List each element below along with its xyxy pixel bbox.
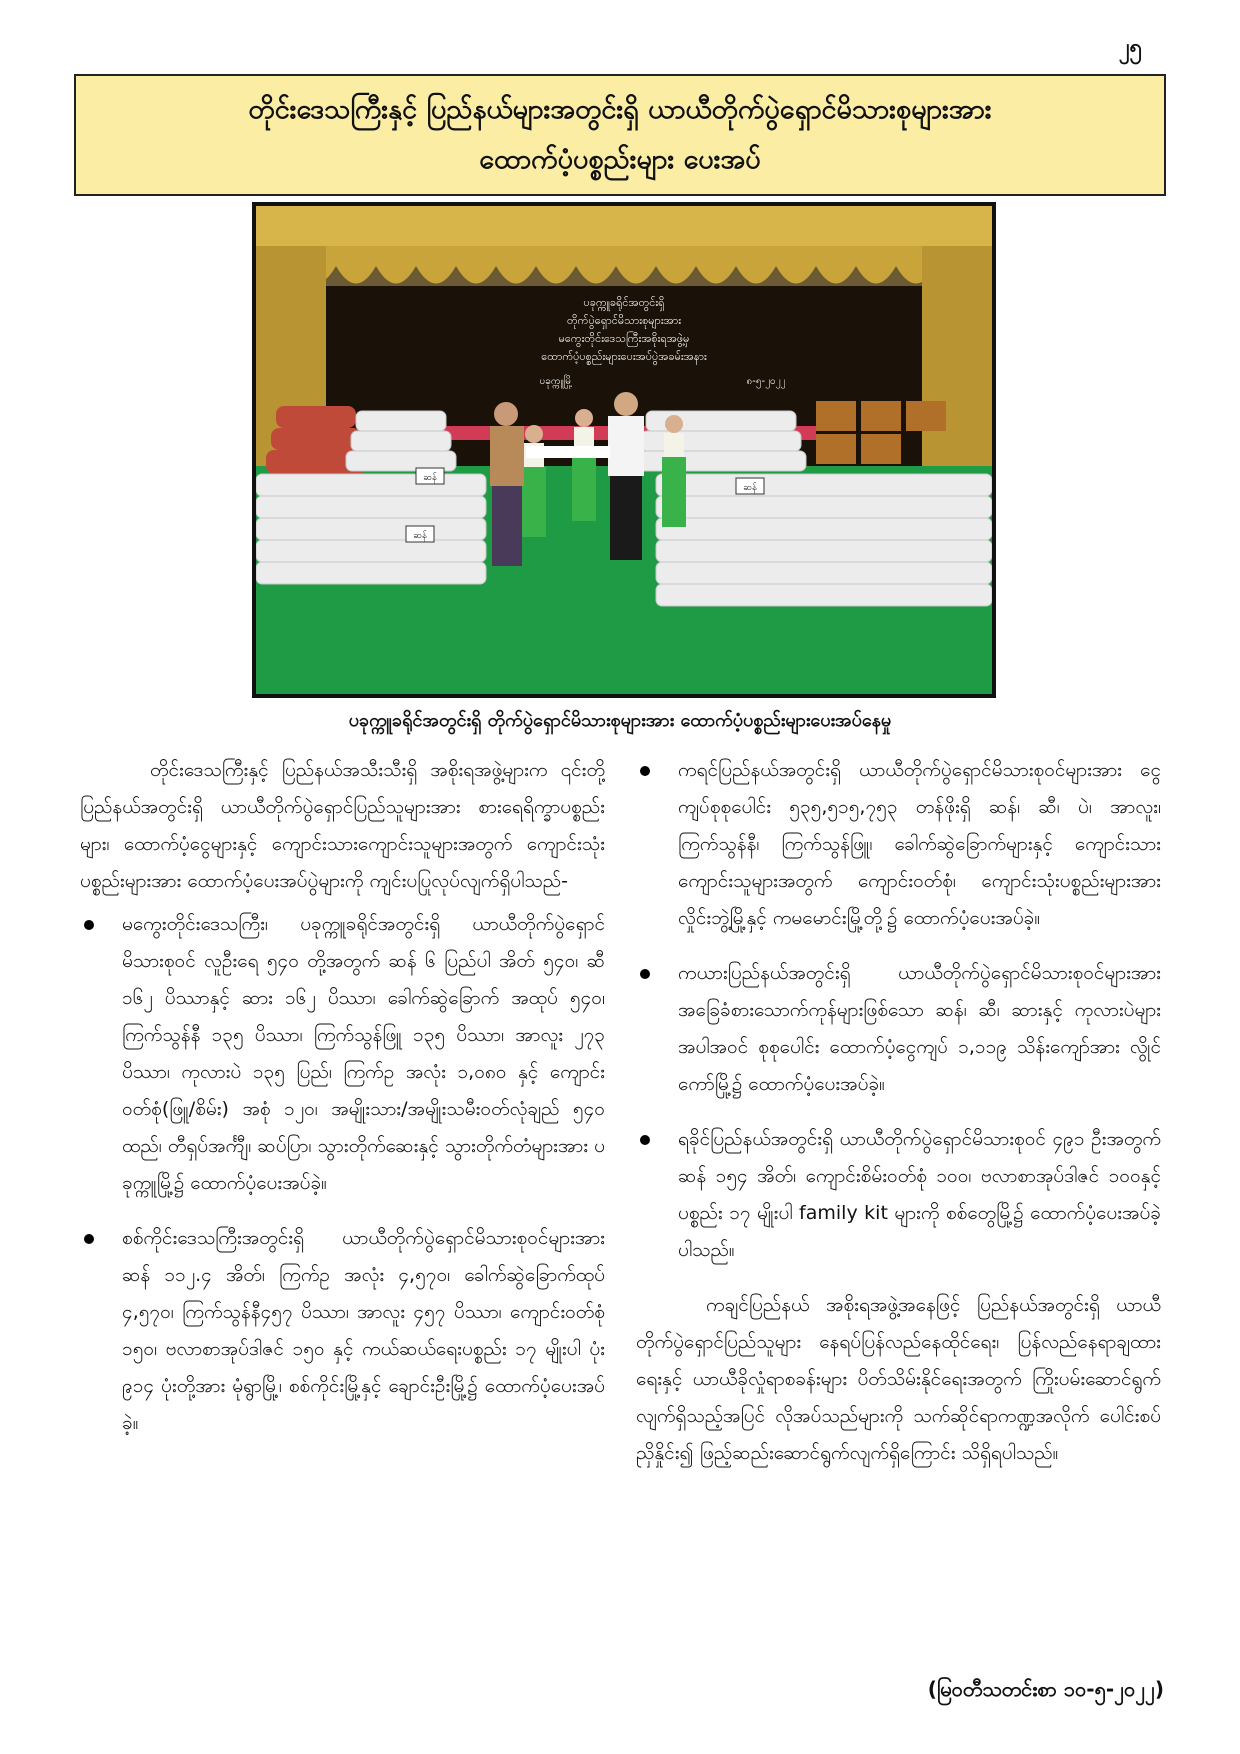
bag-label-2: ဆန်: [743, 483, 757, 493]
news-photo: [252, 202, 996, 698]
headline-box: [74, 74, 1166, 196]
bullet-text: ကရင်ပြည်နယ်အတွင်းရှိ ယာယီတိုက်ပွဲရှောင်မိသားစုဝင်များအား ငွေကျပ်စုစုပေါင်း ၅၃၅,၅၁၅,၇၅၃ တန်ဖိုးရှိ ဆန်၊ ဆီ၊ ပဲ၊ အာလူး၊ ကြက်သွန်နီ၊ ကြက်သွန်ဖြူ၊ ခေါက်ဆွဲခြောက်များနှင့် ကျောင်းသားကျောင်းသူများအတွက် ကျောင်းဝတ်စုံ၊ ကျောင်းသုံးပစ္စည်းများအား လှိုင်းဘွဲ့မြို့နှင့် ကမမောင်းမြို့တို့၌ ထောက်ပံ့ပေးအပ်ခဲ့။: [678, 759, 1161, 929]
bullet-text: ကယားပြည်နယ်အတွင်းရှိ ယာယီတိုက်ပွဲရှောင်မိသားစုဝင်များအား အခြေခံစားသောက်ကုန်များဖြစ်သော ဆန်၊ ဆီ၊ ဆားနှင့် ကုလားပဲများအပါအဝင် စုစုပေါင်း ထောက်ပံ့ငွေကျပ် ၁,၁၁၉ သိန်းကျော်အား လွိုင်ကော်မြို့၌ ထောက်ပံ့ပေးအပ်ခဲ့။: [678, 962, 1161, 1095]
backdrop-text-3: မကွေးတိုင်းဒေသကြီးအစိုးရအဖွဲ့မှ: [558, 332, 690, 345]
bullet-icon: [84, 1234, 94, 1244]
bullet-icon: [640, 969, 650, 979]
bullet-text: မကွေးတိုင်းဒေသကြီး၊ ပခုက္ကူခရိုင်အတွင်းရှိ ယာယီတိုက်ပွဲရှောင်မိသားစုဝင် လူဦးရေ ၅၄၀ တို့အတွက် ဆန် ၆ ပြည်ပါ အိတ် ၅၄၀၊ ဆီ ၁၆၂ ပိဿာနှင့် ဆား ၁၆၂ ပိဿာ၊ ခေါက်ဆွဲခြောက် အထုပ် ၅၄၀၊ ကြက်သွန်နီ ၁၃၅ ပိဿာ၊ ကြက်သွန်ဖြူ ၁၃၅ ပိဿာ၊ အာလူး ၂၇၃ ပိဿာ၊ ကုလားပဲ ၁၃၅ ပြည်၊ ကြက်ဥ အလုံး ၁,၀၈၀ နှင့် ကျောင်းဝတ်စုံ(ဖြူ/စိမ်း) အစုံ ၁၂၀၊ အမျိုးသား/အမျိုးသမီးဝတ်လုံချည် ၅၄၀ ထည်၊ တီရှပ်အင်္ကျီ၊ ဆပ်ပြာ၊ သွားတိုက်ဆေးနှင့် သွားတိုက်တံများအား ပခုက္ကူမြို့၌ ထောက်ပံ့ပေးအပ်ခဲ့။: [122, 913, 605, 1194]
photo-caption: ပခုက္ကူခရိုင်အတွင်းရှိ တိုက်ပွဲရှောင်မိသားစုများအား ထောက်ပံ့ပစ္စည်းများပေးအပ်နေမှု: [348, 710, 892, 731]
closing-paragraph: ကချင်ပြည်နယ် အစိုးရအဖွဲ့အနေဖြင့် ပြည်နယ်အတွင်းရှိ ယာယီတိုက်ပွဲရှောင်ပြည်သူများ နေရပ်ပြန်လည်နေထိုင်ရေး၊ ပြန်လည်နေရာချထားရေးနှင့် ယာယီခိုလှုံရာစခန်းများ ပိတ်သိမ်းနိုင်ရေးအတွက် ကြိုးပမ်းဆောင်ရွက်လျက်ရှိသည့်အပြင် လိုအပ်သည်များကို သက်ဆိုင်ရာကဏ္ဍအလိုက် ပေါင်းစပ်ညှိနှိုင်း၍ ဖြည့်ဆည်းဆောင်ရွက်လျက်ရှိကြောင်း သိရှိရပါသည်။: [636, 1294, 1161, 1464]
intro-paragraph: တိုင်းဒေသကြီးနှင့် ပြည်နယ်အသီးသီးရှိ အစိုးရအဖွဲ့များက ၎င်းတို့ပြည်နယ်အတွင်းရှိ ယာယီတိုက်ပွဲရှောင်ပြည်သူများအား စားရေရိက္ခာပစ္စည်းများ၊ ထောက်ပံ့ငွေများနှင့် ကျောင်းသားကျောင်းသူများအတွက် ကျောင်းသုံးပစ္စည်းများအား ထောက်ပံ့ပေးအပ်ပွဲများကို ကျင်းပပြုလုပ်လျက်ရှိပါသည်-: [80, 759, 605, 892]
left-column: [80, 752, 605, 1460]
person-left: [490, 402, 524, 566]
photo-illustration: [256, 206, 992, 694]
bullet-icon: [84, 920, 94, 930]
bag-label-1: ဆန်: [423, 473, 437, 483]
bullet-item: [636, 752, 1161, 937]
backdrop-text-1: ပခုက္ကူခရိုင်အတွင်းရှိ: [583, 296, 665, 309]
bullet-text: ရခိုင်ပြည်နယ်အတွင်းရှိ ယာယီတိုက်ပွဲရှောင်မိသားစုဝင် ၄၉၁ ဦးအတွက် ဆန် ၁၅၄ အိတ်၊ ကျောင်းစိမ်းဝတ်စုံ ၁၀၀၊ ဗလာစာအုပ်ဒါဇင် ၁၀၀နှင့် ပစ္စည်း ၁၇ မျိုးပါ family kit များကို စစ်တွေမြို့၌ ထောက်ပံ့ပေးအပ်ခဲ့ပါသည်။: [678, 1128, 1161, 1261]
bullet-icon: [640, 766, 650, 776]
bullet-item: [636, 955, 1161, 1103]
right-column: [636, 752, 1161, 1478]
bag-label-3: ဆန်: [413, 531, 427, 541]
bullet-item: [80, 1220, 605, 1442]
person-right: [608, 392, 644, 560]
bullet-item: [80, 906, 605, 1202]
source-citation: (မြဝတီသတင်းစာ ၁၀-၅-၂၀၂၂): [927, 1677, 1164, 1701]
backdrop-text-6: ၈-၅-၂၀၂၂: [746, 376, 786, 387]
bullet-icon: [640, 1135, 650, 1145]
headline-line-2: ထောက်ပံ့ပစ္စည်းများ ပေးအပ်: [479, 144, 761, 175]
headline-line-1: တိုင်းဒေသကြီးနှင့် ပြည်နယ်များအတွင်းရှိ ယာယီတိုက်ပွဲရှောင်မိသားစုများအား: [248, 94, 992, 125]
page-number: ၂၅: [1118, 35, 1142, 60]
backdrop-text-4: ထောက်ပံ့ပစ္စည်းများပေးအပ်ပွဲအခမ်းအနား: [541, 350, 707, 363]
bullet-text: စစ်ကိုင်းဒေသကြီးအတွင်းရှိ ယာယီတိုက်ပွဲရှောင်မိသားစုဝင်များအား ဆန် ၁၁၂.၄ အိတ်၊ ကြက်ဥ အလုံး ၄,၅၇၀၊ ခေါက်ဆွဲခြောက်ထုပ် ၄,၅၇၀၊ ကြက်သွန်နီ၄၅၇ ပိဿာ၊ အာလူး ၄၅၇ ပိဿာ၊ ကျောင်းဝတ်စုံ ၁၅၀၊ ဗလာစာအုပ်ဒါဇင် ၁၅၀ နှင့် ကယ်ဆယ်ရေးပစ္စည်း ၁၇ မျိုးပါ ပုံး ၉၁၄ ပုံးတို့အား မုံရွာမြို့၊ စစ်ကိုင်းမြို့နှင့် ချောင်းဦးမြို့၌ ထောက်ပံ့ပေးအပ်ခဲ့။: [122, 1227, 605, 1434]
backdrop-text-2: တိုက်ပွဲရှောင်မိသားစုများအား: [566, 314, 682, 327]
bullet-item: [636, 1121, 1161, 1269]
backdrop-text-5: ပခုက္ကူမြို့: [539, 376, 573, 387]
